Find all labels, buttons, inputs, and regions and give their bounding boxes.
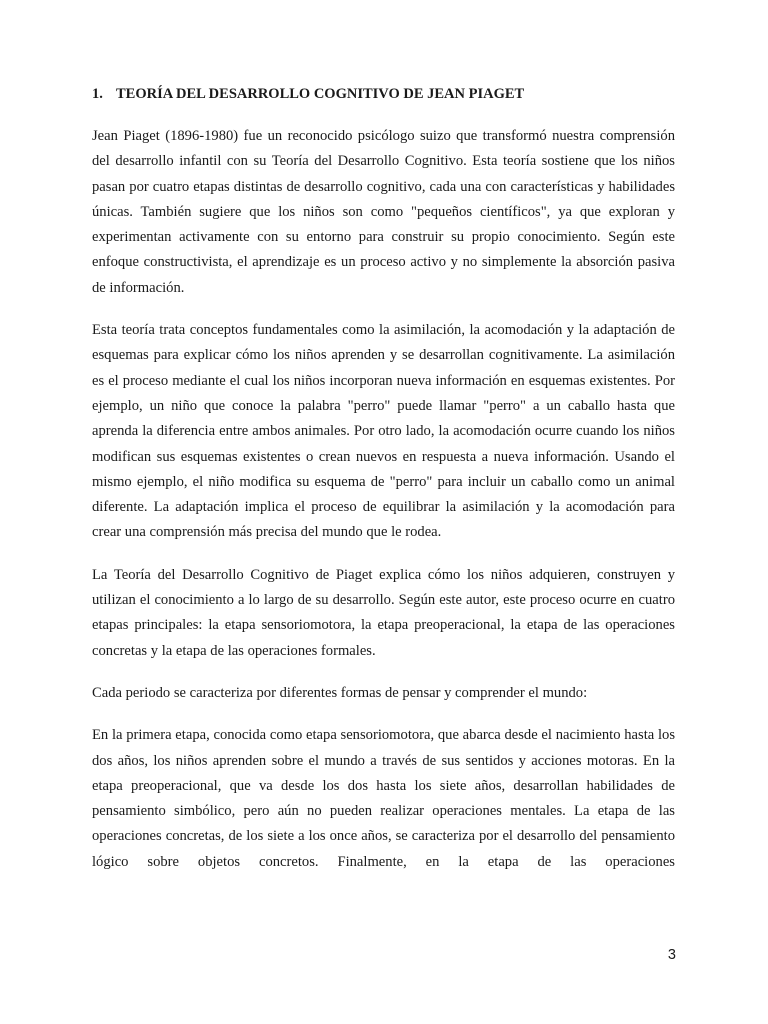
section-heading bbox=[92, 84, 675, 104]
page-number: 3 bbox=[667, 947, 676, 963]
section-number: 1. bbox=[92, 86, 103, 102]
paragraph-4: Cada periodo se caracteriza por diferentes formas de pensar y comprender el mundo: bbox=[92, 684, 588, 701]
section-title: TEORÍA DEL DESARROLLO COGNITIVO DE JEAN PIAGET bbox=[116, 86, 525, 102]
paragraph-1: Jean Piaget (1896-1980) fue un reconocido psicólogo suizo que transformó nuestra comprensión del desarrollo infantil con su Teoría del Desarrollo Cognitivo. Esta teoría sostiene que los niños pasan por cuatro etapas distintas de desarrollo cognitivo, cada una con características y habilidades únicas. También sugiere que los niños son como "pequeños científicos", ya que exploran y experimentan activamente con su entorno para construir su propio conocimiento. Según este enfoque constructivista, el aprendizaje es un proceso activo y no simplemente la absorción pasiva de información. bbox=[92, 128, 675, 296]
paragraph-5: En la primera etapa, conocida como etapa sensoriomotora, que abarca desde el nacimiento hasta los dos años, los niños aprenden sobre el mundo a través de sus sentidos y acciones motoras. En la etapa preoperacional, que va desde los dos hasta los siete años, desarrollan habilidades de pensamiento simbólico, pero aún no pueden realizar operaciones mentales. La etapa de las operaciones concretas, de los siete a los once años, se caracteriza por el desarrollo del pensamiento lógico sobre objetos concretos. Finalmente, en la etapa de las operaciones bbox=[92, 727, 675, 870]
document-page bbox=[92, 84, 675, 892]
paragraph-2: Esta teoría trata conceptos fundamentales como la asimilación, la acomodación y la adaptación de esquemas para explicar cómo los niños aprenden y se desarrollan cognitivamente. La asimilación es el proceso mediante el cual los niños incorporan nueva información en esquemas existentes. Por ejemplo, un niño que conoce la palabra "perro" puede llamar "perro" a un caballo hasta que aprenda la diferencia entre ambos animales. Por otro lado, la acomodación ocurre cuando los niños modifican sus esquemas existentes o crean nuevos en respuesta a nueva información. Usando el mismo ejemplo, el niño modifica su esquema de "perro" para incluir un caballo como un animal diferente. La adaptación implica el proceso de equilibrar la asimilación y la acomodación para crear una comprensión más precisa del mundo que le rodea. bbox=[92, 322, 675, 541]
paragraph-3: La Teoría del Desarrollo Cognitivo de Piaget explica cómo los niños adquieren, construyen y utilizan el conocimiento a lo largo de su desarrollo. Según este autor, este proceso ocurre en cuatro etapas principales: la etapa sensoriomotora, la etapa preoperacional, la etapa de las operaciones concretas y la etapa de las operaciones formales. bbox=[92, 566, 675, 659]
